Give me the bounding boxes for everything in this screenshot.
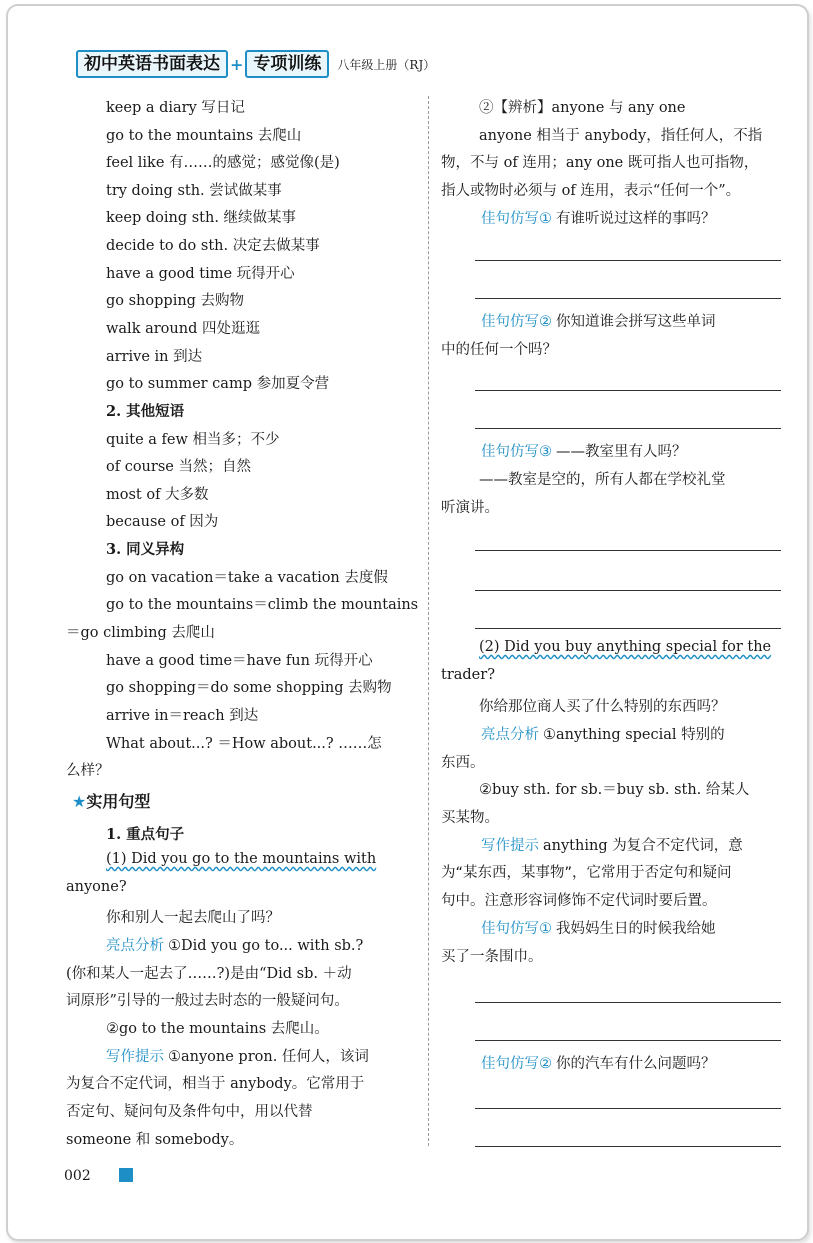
phrase-line: have a good time 玩得开心 — [106, 266, 295, 282]
practice-tag: 佳句仿写① — [481, 921, 552, 937]
key-sentence-cont: trader? — [441, 667, 495, 683]
section-title: ★实用句型 — [72, 792, 151, 811]
phrase-line: go to the mountains＝climb the mountains — [106, 597, 419, 613]
analysis-line: 词原形”引导的一般过去时态的一般疑问句。 — [66, 993, 349, 1009]
phrase-line: go to summer camp 参加夏令营 — [106, 376, 330, 392]
star-icon: ★ — [72, 792, 87, 811]
practice-tag: 佳句仿写② — [481, 1056, 552, 1072]
phrase-line: go shopping＝do some shopping 去购物 — [106, 680, 392, 696]
book-title: 初中英语书面表达 — [76, 50, 228, 78]
practice-prompt: 佳句仿写③ ——教室里有人吗？ — [481, 444, 687, 460]
phrase-line: because of 因为 — [106, 514, 219, 530]
tip-line: 为“某东西，某事物”，它常用于否定句和疑问 — [441, 865, 732, 881]
practice-prompt: 佳句仿写① 有谁听说过这样的事吗？ — [481, 211, 716, 227]
series-title: 专项训练 — [245, 50, 329, 78]
practice-tag: 佳句仿写② — [481, 314, 552, 330]
practice-prompt: 佳句仿写② 你的汽车有什么问题吗？ — [481, 1056, 716, 1072]
phrase-line: ＝go climbing 去爬山 — [66, 625, 215, 641]
phrase-line: 么样？ — [66, 763, 110, 779]
phrase-line: What about...? ＝How about...? ……怎 — [106, 736, 382, 752]
subsection-heading: 2. 其他短语 — [106, 403, 185, 420]
practice-prompt: 佳句仿写① 我妈妈生日的时候我给她 — [481, 921, 716, 937]
key-sentence: (1) Did you go to the mountains with — [106, 851, 377, 867]
page-marker-square — [119, 1168, 133, 1182]
phrase-line: go shopping 去购物 — [106, 293, 245, 309]
header-link-mark: + — [230, 54, 244, 74]
answer-line[interactable] — [475, 390, 781, 391]
analysis-line: ②go to the mountains 去爬山。 — [106, 1021, 329, 1037]
phrase-line: walk around 四处逛逛 — [106, 321, 260, 337]
phrase-line: decide to do sth. 决定去做某事 — [106, 238, 320, 254]
practice-prompt-cont: 买了一条围巾。 — [441, 949, 543, 965]
analysis-line: ②buy sth. for sb.＝buy sb. sth. 给某人 — [479, 782, 750, 798]
answer-line[interactable] — [475, 260, 781, 261]
tip-line: someone 和 somebody。 — [66, 1132, 244, 1148]
key-sentence-cont: anyone? — [66, 879, 127, 895]
phrase-line: have a good time＝have fun 玩得开心 — [106, 653, 373, 669]
analysis-line: anyone 相当于 anybody，指任何人，不指 — [479, 128, 763, 144]
tip-line: 写作提示 anything 为复合不定代词，意 — [481, 838, 743, 854]
practice-prompt-cont: 听演讲。 — [441, 500, 499, 516]
practice-prompt: 佳句仿写② 你知道谁会拼写这些单词 — [481, 314, 716, 330]
analysis-line: 东西。 — [441, 755, 485, 771]
analysis-line: 买某物。 — [441, 810, 499, 826]
phrase-line: arrive in＝reach 到达 — [106, 708, 259, 724]
answer-line[interactable] — [475, 1002, 781, 1003]
subsection-heading: 3. 同义异构 — [106, 541, 185, 558]
answer-line[interactable] — [475, 1146, 781, 1147]
practice-tag: 佳句仿写① — [481, 211, 552, 227]
highlight-analysis-tag: 亮点分析 — [481, 727, 539, 743]
phrase-line: quite a few 相当多；不少 — [106, 432, 280, 448]
answer-line[interactable] — [475, 428, 781, 429]
answer-line[interactable] — [475, 298, 781, 299]
key-sentence: (2) Did you buy anything special for the — [479, 639, 772, 655]
practice-tag: 佳句仿写③ — [481, 444, 552, 460]
phrase-line: go to the mountains 去爬山 — [106, 128, 302, 144]
analysis-line: ②【辨析】anyone 与 any one — [479, 100, 686, 116]
page-number: 002 — [64, 1168, 91, 1184]
tip-line: 句中。注意形容词修饰不定代词时要后置。 — [441, 893, 717, 909]
writing-tip-tag: 写作提示 — [481, 838, 539, 854]
tip-line: 写作提示 ①anyone pron. 任何人，该词 — [106, 1049, 369, 1065]
analysis-line: 亮点分析 ①Did you go to... with sb.? — [106, 938, 364, 954]
phrase-line: keep doing sth. 继续做某事 — [106, 210, 297, 226]
answer-line[interactable] — [475, 1108, 781, 1109]
column-divider — [428, 96, 429, 1146]
page-header — [76, 50, 435, 78]
answer-line[interactable] — [475, 550, 781, 551]
tip-line: 为复合不定代词，相当于 anybody。它常用于 — [66, 1076, 365, 1092]
phrase-line: try doing sth. 尝试做某事 — [106, 183, 282, 199]
phrase-line: go on vacation＝take a vacation 去度假 — [106, 570, 388, 586]
grade-label: 八年级上册（RJ） — [337, 57, 436, 72]
analysis-line: 亮点分析 ①anything special 特别的 — [481, 727, 725, 743]
key-sentence-translation: 你给那位商人买了什么特别的东西吗？ — [479, 699, 726, 715]
subsection-heading: 1. 重点句子 — [106, 826, 185, 843]
phrase-line: feel like 有……的感觉；感觉像(是) — [106, 155, 340, 171]
phrase-line: most of 大多数 — [106, 487, 209, 503]
answer-line[interactable] — [475, 1040, 781, 1041]
writing-tip-tag: 写作提示 — [106, 1049, 164, 1065]
answer-line[interactable] — [475, 590, 781, 591]
answer-line[interactable] — [475, 628, 781, 629]
practice-prompt-cont: ——教室是空的，所有人都在学校礼堂 — [479, 472, 726, 488]
phrase-line: of course 当然；自然 — [106, 459, 251, 475]
phrase-line: arrive in 到达 — [106, 349, 203, 365]
analysis-line: 物，不与 of 连用；any one 既可指人也可指物， — [441, 155, 759, 171]
tip-line: 否定句、疑问句及条件句中，用以代替 — [66, 1104, 313, 1120]
phrase-line: keep a diary 写日记 — [106, 100, 245, 116]
key-sentence-translation: 你和别人一起去爬山了吗？ — [106, 910, 280, 926]
practice-prompt-cont: 中的任何一个吗？ — [441, 342, 557, 358]
highlight-analysis-tag: 亮点分析 — [106, 938, 164, 954]
analysis-line: (你和某人一起去了……?)是由“Did sb. ＋动 — [66, 966, 352, 982]
analysis-line: 指人或物时必须与 of 连用，表示“任何一个”。 — [441, 183, 741, 199]
